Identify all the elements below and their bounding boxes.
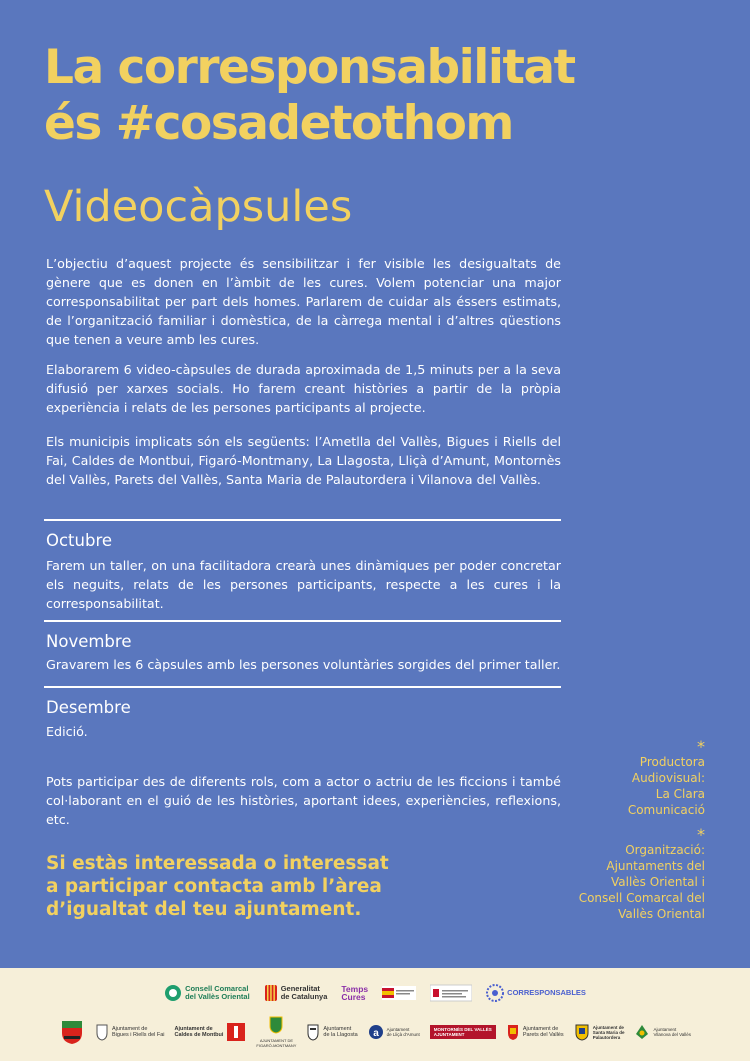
logo-ministerio-igualdad [430, 984, 472, 1002]
logo-bigues: Ajuntament de Bigues i Riells del Fai [95, 1023, 165, 1041]
logo-ametlla [59, 1019, 85, 1045]
cta-line-2: a participar contacta amb l’àrea [46, 876, 382, 897]
logo-figaro: AJUNTAMENT DE FIGARÓ-MONTMANY [256, 1016, 296, 1048]
divider [44, 519, 561, 521]
month-text-desembre: Edició. [46, 724, 88, 739]
logo-consell-comarcal: Consell Comarcal del Vallès Oriental [164, 984, 250, 1002]
intro-paragraph-2: Elaborarem 6 video-càpsules de durada aproximada de 1,5 minuts per a la seva difusió per xarxes socials. Ho farem creant històries a partir de la pròpia experiència i relats de les persones participants al projecte. [46, 362, 561, 415]
participation-paragraph: Pots participar des de diferents rols, com a actor o actriu de les ficcions i també col·laborant en el guió de les històries, aportant idees, experiències, reflexions, etc. [46, 774, 561, 827]
logo-llica: a Ajuntament de Lliçà d'Amunt [368, 1024, 420, 1040]
logo-generalitat: Generalitat de Catalunya [264, 984, 328, 1002]
intro-paragraph-1: L’objectiu d’aquest projecte és sensibilitzar i fer visible les desigualtats de gènere que es donen en l’àmbit de les cures. Volem potenciar una major corresponsabilitat per part dels homes. Parlarem de cuidar als éssers estimats, de l’organització familiar i domèstica, de la càrrega mental i d’altres qüestions que tenen a veure amb les cures. [46, 256, 561, 347]
svg-text:a: a [372, 1028, 379, 1039]
cta-line-1: Si estàs interessada o interessat [46, 853, 389, 874]
producer-credit: * Productora Audiovisual: La Clara Comunicació [545, 740, 705, 818]
ministry-logo-icon [430, 984, 472, 1002]
figaro-shield-icon [268, 1016, 284, 1034]
ametlla-shield-icon [59, 1019, 85, 1045]
title-line-2: és #cosadetothom [44, 96, 513, 151]
corresponsables-flower-icon [486, 984, 504, 1002]
month-heading-novembre: Novembre [46, 632, 132, 651]
generalitat-shield-icon [264, 984, 278, 1002]
llica-logo-icon [368, 1024, 384, 1040]
month-heading-octubre: Octubre [46, 531, 113, 550]
parets-shield-icon [506, 1023, 520, 1041]
title-line-1: La corresponsabilitat [44, 40, 575, 95]
sponsor-footer [0, 968, 750, 1061]
logo-ministerio [382, 984, 416, 1002]
divider [44, 686, 561, 688]
vilanova-leaf-icon [634, 1024, 650, 1040]
page-title [44, 40, 684, 152]
page-subtitle: Videocàpsules [44, 182, 353, 232]
consell-logo-icon [164, 984, 182, 1002]
month-text-octubre: Farem un taller, on una facilitadora crearà unes dinàmiques per poder concretar els neguits, relats de les persones participants, respecte a les cures i la corresponsabilitat. [46, 558, 561, 611]
logo-llagosta: Ajuntament de la Llagosta [306, 1023, 357, 1041]
logo-temps-cures: Temps Cures [341, 984, 369, 1002]
call-to-action [46, 852, 446, 921]
logo-santa-maria: Ajuntament de Santa Maria de Palautordera [574, 1023, 625, 1041]
sponsor-logos-row-2 [0, 1016, 750, 1048]
spain-government-logo-icon [382, 984, 416, 1002]
logo-caldes: Ajuntament de Caldes de Montbui [175, 1022, 247, 1042]
caldes-shield-icon [226, 1022, 246, 1042]
llagosta-shield-icon [306, 1023, 320, 1041]
organizer-credit: * Organització: Ajuntaments del Vallès Oriental i Consell Comarcal del Vallès Oriental [545, 828, 705, 922]
cta-line-3: d’igualtat del teu ajuntament. [46, 899, 362, 920]
logo-corresponsables: CORRESPONSABLES [486, 984, 586, 1002]
bigues-shield-icon [95, 1023, 109, 1041]
month-text-novembre: Gravarem les 6 càpsules amb les persones voluntàries sorgides del primer taller. [46, 657, 561, 672]
logo-vilanova: Ajuntament Vilanova del Vallès [634, 1024, 691, 1040]
logo-parets: Ajuntament de Parets del Vallès [506, 1023, 564, 1041]
logo-montornes: MONTORNÈS DEL VALLÈS AJUNTAMENT [430, 1025, 496, 1039]
intro-paragraph-3: Els municipis implicats són els següents: l’Ametlla del Vallès, Bigues i Riells del Fai, Caldes de Montbui, Figaró-Montmany, La Llagosta, Lliçà d’Amunt, Montornès del Vallès, Parets del Vallès, Santa Maria de Palautordera i Vilanova del Vallès. [46, 434, 561, 487]
santa-maria-shield-icon [574, 1023, 590, 1041]
sponsor-logos-row-1 [0, 984, 750, 1002]
asterisk-icon: * [697, 737, 705, 756]
asterisk-icon: * [697, 825, 705, 844]
divider [44, 620, 561, 622]
month-heading-desembre: Desembre [46, 698, 131, 717]
